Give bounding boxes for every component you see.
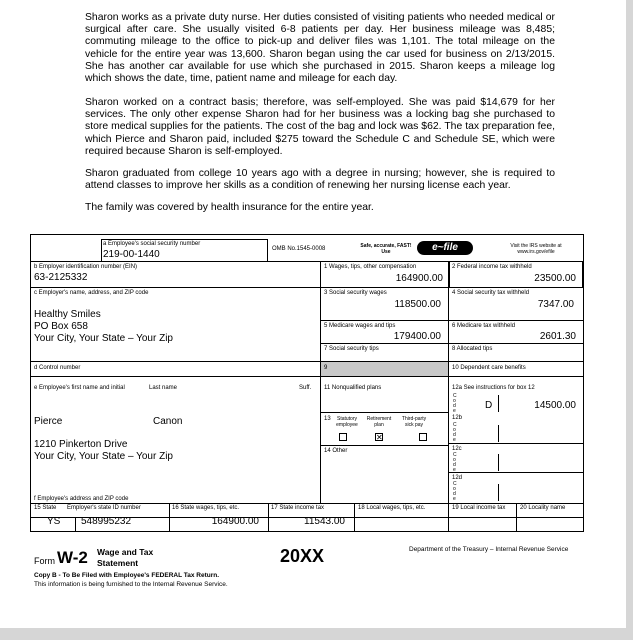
retirement-plan-checkbox[interactable]: ✕ bbox=[376, 433, 383, 442]
box-12d-label: 12d bbox=[452, 475, 463, 481]
box-a-value: 219-00-1440 bbox=[103, 249, 160, 260]
paragraph-education: Sharon graduated from college 10 years ago with a degree in nursing; however, she is required to attend classes to improve her skills as a condition of renewing her nursing license each year. bbox=[85, 168, 555, 192]
box-e-last-label: Last name bbox=[149, 385, 178, 391]
box-15-id-label: Employer's state ID number bbox=[67, 505, 141, 511]
employee-city: Your City, Your State – Your Zip bbox=[34, 451, 173, 462]
irs-info-note: This information is being furnished to the Internal Revenue Service. bbox=[34, 581, 228, 588]
box-6-value: 2601.30 bbox=[539, 331, 576, 342]
box-f-label: f Employee's address and ZIP code bbox=[34, 496, 129, 502]
box-9-label: 9 bbox=[324, 365, 328, 371]
form-title-line2: Statement bbox=[97, 558, 139, 568]
box-a-label: a Employee's social security number bbox=[103, 241, 201, 247]
code-letters-12c: C o d e bbox=[453, 452, 457, 473]
statutory-employee-label: Statutory employee bbox=[336, 416, 358, 428]
box-14-label: 14 Other bbox=[324, 448, 348, 454]
box-1-value: 164900.00 bbox=[395, 273, 443, 284]
box-e-suff-label: Suff. bbox=[299, 385, 312, 391]
efile-tagline: Safe, accurate, FAST! Use bbox=[360, 243, 412, 255]
box-2-value: 23500.00 bbox=[534, 273, 576, 284]
tax-year: 20XX bbox=[280, 546, 325, 566]
efile-visit: Visit the IRS website at www.irs.gov/efile bbox=[510, 243, 562, 255]
box-20-label: 20 Locality name bbox=[520, 505, 566, 511]
third-party-sick-pay-checkbox[interactable] bbox=[419, 433, 427, 441]
box-8-label: 8 Allocated tips bbox=[452, 346, 493, 352]
box-b-value: 63-2125332 bbox=[34, 272, 88, 283]
box-7-label: 7 Social security tips bbox=[324, 346, 379, 352]
employee-address: 1210 Pinkerton Drive bbox=[34, 439, 128, 450]
box-16-label: 16 State wages, tips, etc. bbox=[172, 505, 240, 511]
paragraph-mileage: Sharon works as a private duty nurse. Her duties consisted of visiting patients who needed medical or surgical after care. She usually visited 6-8 patients per day. Her business mileage was 8,485; commuting mileage to the office to pick-up and deliver files was 1,101. The total mileage on the vehicle for the entire year was 13,600. Sharon began using the car used for business on 2/13/2015. She has another car available for use which she purchased in 2015. Sharon keeps a mileage log which shows the date, time, patient name and mileage for each day. bbox=[85, 12, 555, 85]
box-c-label: c Employer's name, address, and ZIP code bbox=[34, 290, 149, 296]
treasury-department: Department of the Treasury – Internal Revenue Service bbox=[409, 546, 569, 553]
efile-logo: e~file bbox=[417, 241, 473, 255]
form-title-line1: Wage and Tax bbox=[97, 547, 154, 557]
employer-city: Your City, Your State – Your Zip bbox=[34, 333, 173, 344]
box-9-shading bbox=[320, 361, 448, 376]
box-1-label: 1 Wages, tips, other compensation bbox=[324, 264, 417, 270]
box-18-label: 18 Local wages, tips, etc. bbox=[358, 505, 426, 511]
box-5-value: 179400.00 bbox=[393, 331, 441, 342]
retirement-plan-label: Retirement plan bbox=[366, 416, 392, 428]
bottom-edge bbox=[0, 628, 633, 640]
box-5-label: 5 Medicare wages and tips bbox=[324, 323, 396, 329]
box-11-label: 11 Nonqualified plans bbox=[324, 385, 382, 391]
box-17-value: 11543.00 bbox=[304, 516, 345, 527]
code-letters-12b: C o d e bbox=[453, 422, 457, 443]
box-13-label: 13 bbox=[324, 416, 331, 422]
paragraph-insurance: The family was covered by health insurance for the entire year. bbox=[85, 202, 374, 213]
box-6-label: 6 Medicare tax withheld bbox=[452, 323, 516, 329]
employee-last-name: Canon bbox=[153, 416, 183, 427]
box-12a-code: D bbox=[485, 400, 493, 411]
box-e-label: e Employee's first name and initial bbox=[34, 385, 125, 391]
employee-first-name: Pierce bbox=[34, 416, 63, 427]
code-letters-12d: C o d e bbox=[453, 481, 457, 502]
employer-address: PO Box 658 bbox=[34, 321, 88, 332]
box-3-label: 3 Social security wages bbox=[324, 290, 387, 296]
box-10-label: 10 Dependent care benefits bbox=[452, 365, 526, 371]
employer-name: Healthy Smiles bbox=[34, 309, 101, 320]
box-15-id: 548995232 bbox=[81, 516, 132, 527]
box-12c-label: 12c bbox=[452, 446, 462, 452]
third-party-sick-pay-label: Third-party sick pay bbox=[401, 416, 427, 428]
box-2-label: 2 Federal income tax withheld bbox=[452, 264, 532, 270]
box-15-state: YS bbox=[47, 516, 61, 527]
box-d-label: d Control number bbox=[34, 365, 81, 371]
statutory-employee-checkbox[interactable] bbox=[339, 433, 347, 441]
w2-form bbox=[30, 234, 584, 532]
form-word: Form bbox=[34, 556, 55, 566]
box-3-value: 118500.00 bbox=[394, 299, 441, 310]
box-12a-label: 12a See instructions for box 12 bbox=[452, 385, 535, 391]
box-12a-value: 14500.00 bbox=[534, 400, 576, 411]
box-19-label: 19 Local income tax bbox=[452, 505, 506, 511]
box-15-label: 15 State bbox=[34, 505, 57, 511]
code-letters-12a: C o d e bbox=[453, 393, 457, 414]
form-name: W-2 bbox=[57, 548, 88, 567]
box-b-label: b Employer identification number (EIN) bbox=[34, 264, 138, 270]
box-12b-label: 12b bbox=[452, 415, 463, 421]
box-16-value: 164900.00 bbox=[211, 516, 259, 527]
omb-number: OMB No.1545-0008 bbox=[272, 246, 326, 252]
copy-b-note: Copy B - To Be Filed with Employee's FEDERAL Tax Return. bbox=[34, 572, 220, 579]
right-edge bbox=[626, 0, 633, 640]
paragraph-self-employed: Sharon worked on a contract basis; therefore, was self-employed. She was paid $14,679 for her services. The only other expense Sharon had for her business was a locking bag she purchased to store medical supplies for the patients. The cost of the bag and lock was $62. The tax preparation fee, which Pierce and Sharon paid, included $275 toward the Schedule C and Schedule SE, which were required because Sharon is self-employed. bbox=[85, 97, 555, 157]
box-17-label: 17 State income tax bbox=[271, 505, 325, 511]
box-4-label: 4 Social security tax withheld bbox=[452, 290, 530, 296]
box-4-value: 7347.00 bbox=[537, 299, 574, 310]
